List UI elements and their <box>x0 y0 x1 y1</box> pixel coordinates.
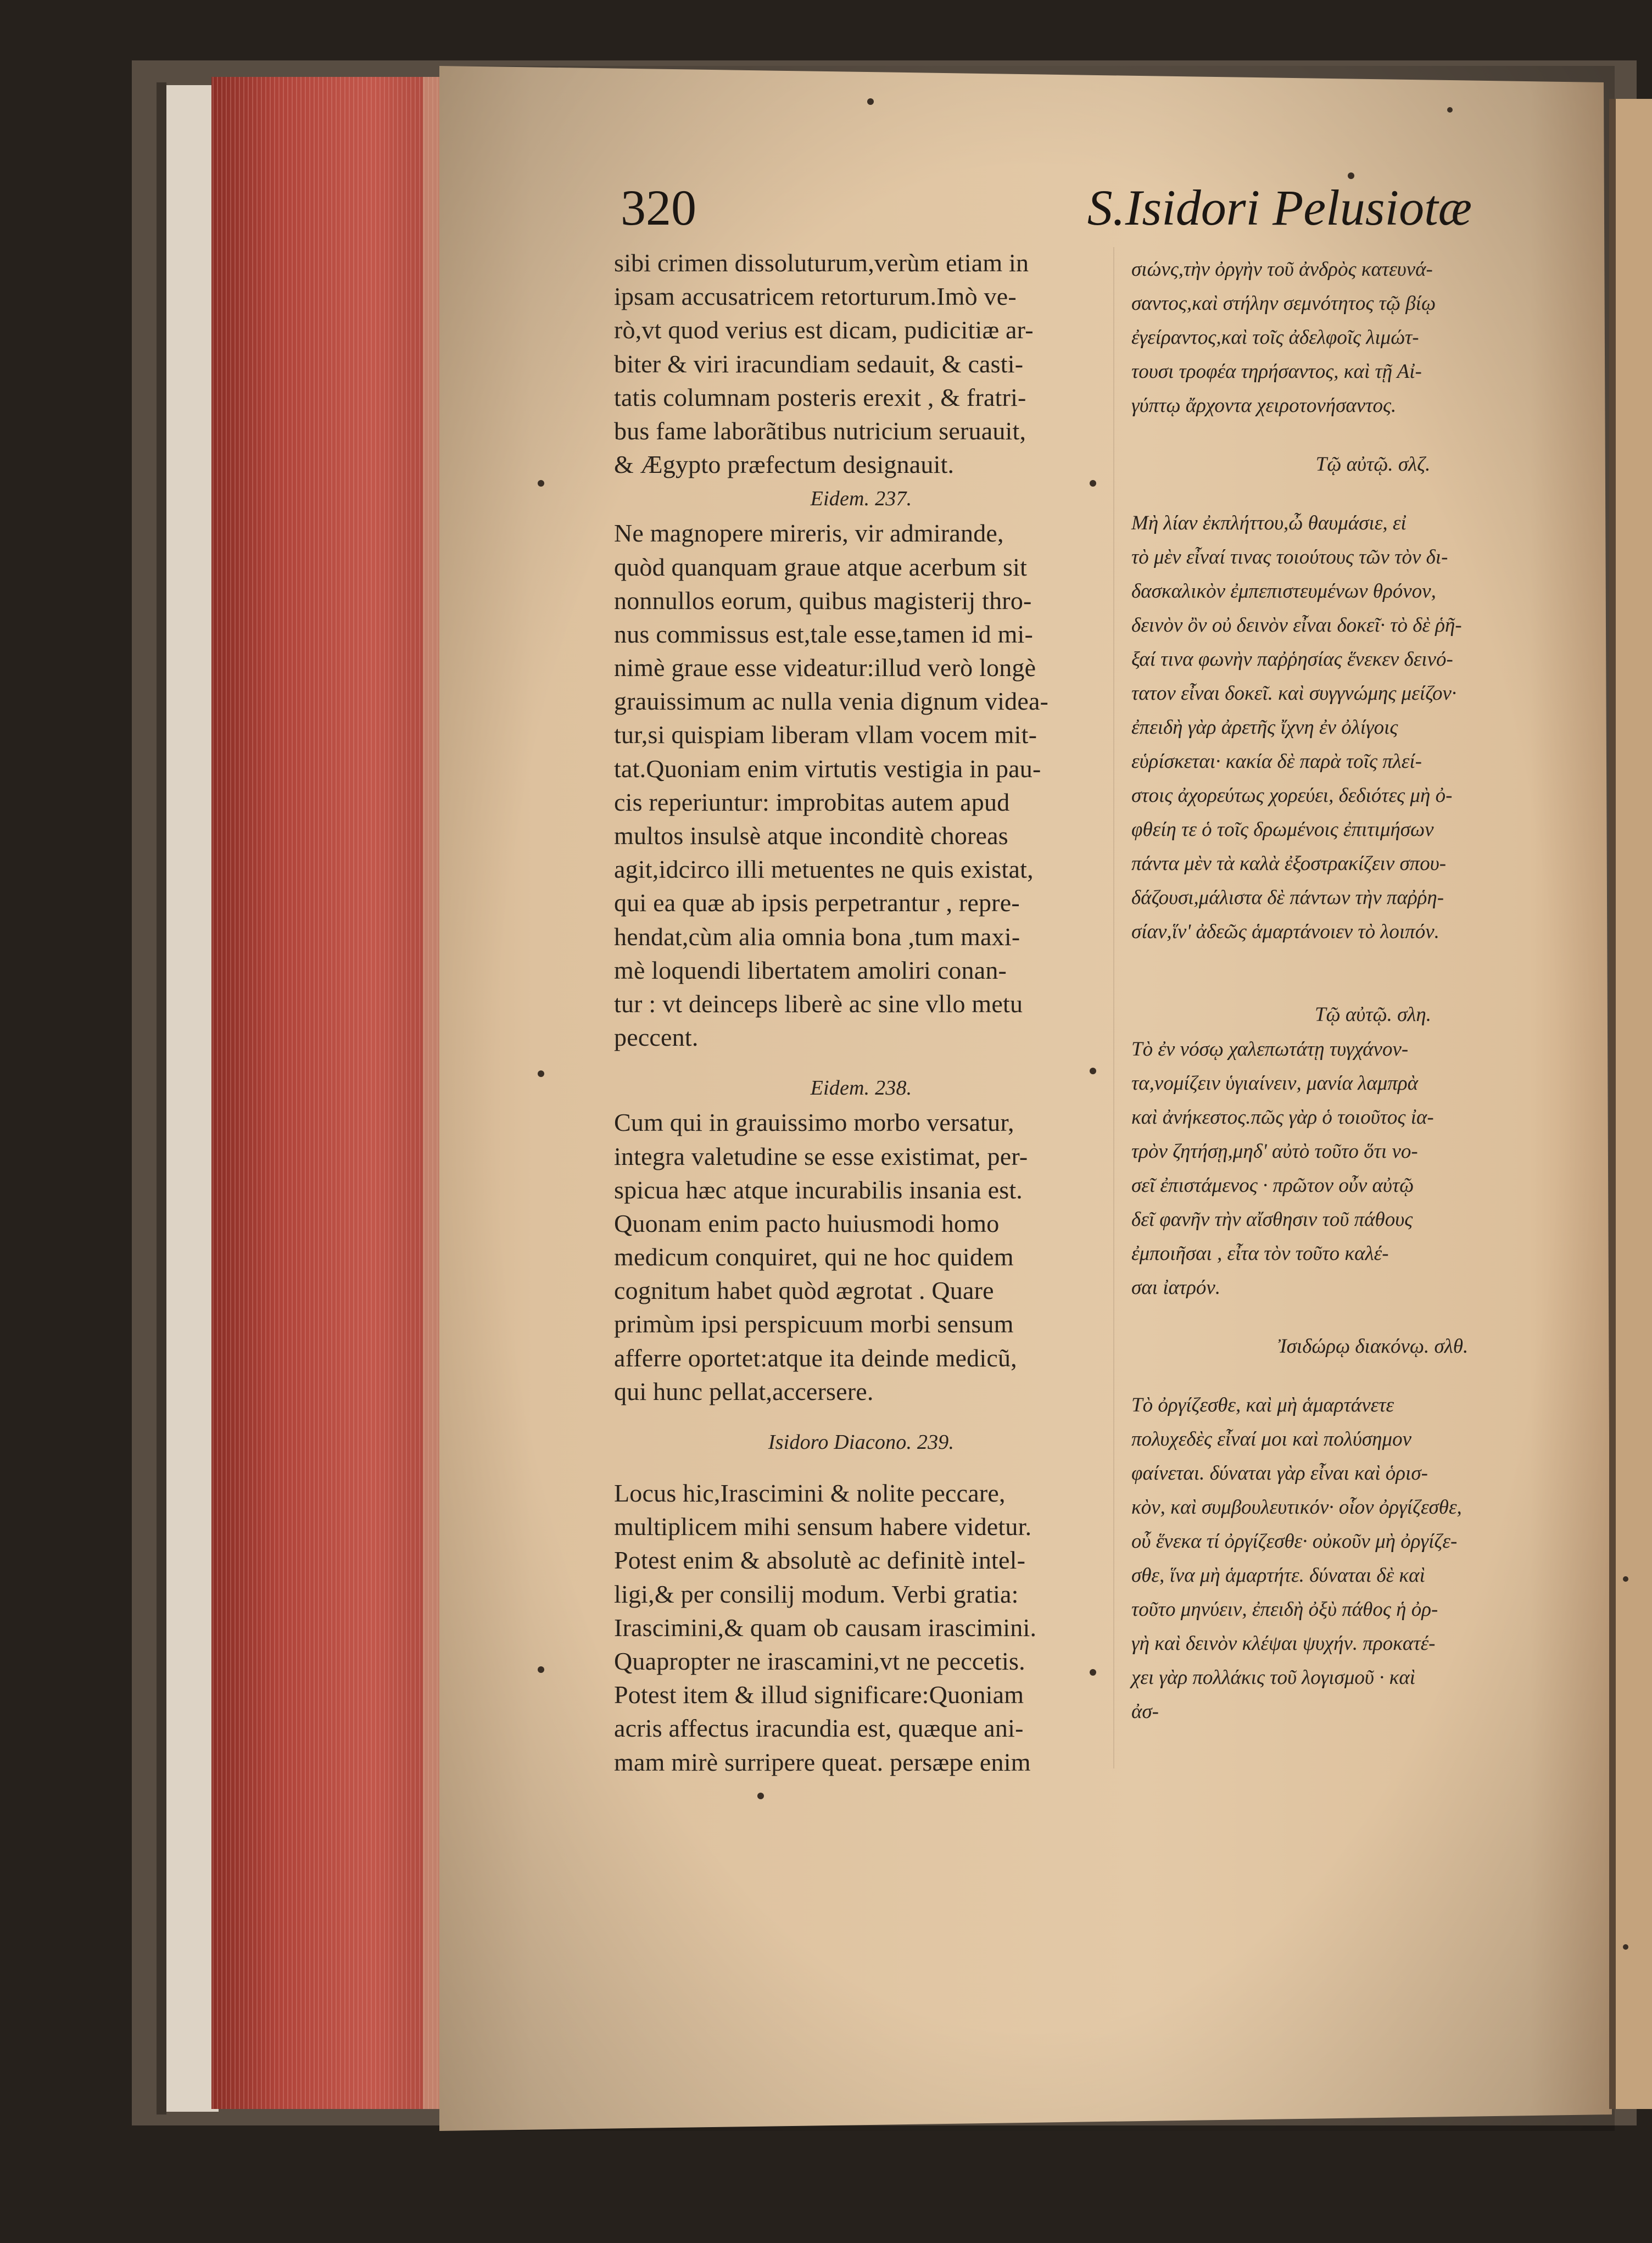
greek-text-line: δεινὸν ὂν οὐ δεινὸν εἶναι δοκεῖ· τὸ δὲ ῥῆ- <box>1131 614 1462 637</box>
greek-text-line: φθείη τε ὁ τοῖς δρωμένοις ἐπιτιμήσων <box>1131 818 1434 841</box>
latin-text-line: Cum qui in grauissimo morbo versatur, <box>614 1108 1014 1137</box>
greek-text-line: τουσι τροφέα τηρήσαντος, καὶ τῇ Αἰ- <box>1131 360 1422 383</box>
greek-text-line: σθε, ἵνα μὴ ἁμαρτήτε. δύναται δὲ καὶ <box>1131 1564 1425 1587</box>
latin-text-line: & Ægypto præfectum designauit. <box>614 450 955 479</box>
latin-spacer <box>614 1460 1108 1476</box>
running-title: S.Isidori Pelusiotæ <box>1087 180 1472 236</box>
latin-column <box>614 246 1108 1779</box>
greek-text-line: ξαί τινα φωνὴν παῤῥησίας ἕνεκεν δεινό- <box>1131 648 1453 671</box>
latin-letter-heading: Eidem. 237. <box>810 487 912 511</box>
greek-letter-heading: Τῷ αὐτῷ. σλζ. <box>1315 453 1431 476</box>
latin-text-line: ipsam accusatricem retorturum.Imò ve- <box>614 282 1017 311</box>
greek-text-line: οὗ ἕνεκα τί ὀργίζεσθε· οὐκοῦν μὴ ὀργίζε- <box>1131 1530 1458 1553</box>
greek-text-line: τατον εἶναι δοκεῖ. καὶ συγγνώμης μείζον· <box>1131 682 1457 705</box>
greek-text-line: ἐγείραντος,καὶ τοῖς ἀδελφοῖς λιμώτ- <box>1131 326 1419 349</box>
greek-letter-heading: Τῷ αὐτῷ. σλη. <box>1314 1003 1432 1026</box>
greek-text-line: σίαν,ἵν' ἀδεῶς ἁμαρτάνοιεν τὸ λοιπόν. <box>1131 920 1439 943</box>
latin-text-line: mam mirè surripere queat. persæpe enim <box>614 1748 1031 1776</box>
latin-text-line: qui hunc pellat,accersere. <box>614 1377 874 1405</box>
latin-text-line: nonnullos eorum, quibus magisterij thro- <box>614 586 1032 615</box>
greek-text-line: δασκαλικὸν ἐμπεπιστευμένων θρόνον, <box>1131 580 1436 602</box>
latin-letter-heading: Isidoro Diacono. 239. <box>768 1431 955 1454</box>
greek-text-line: τοῦτο μηνύειν, ἐπειδὴ ὀξὺ πάθος ἡ ὀρ- <box>1131 1598 1438 1621</box>
latin-text-line: integra valetudine se esse existimat, per- <box>614 1142 1028 1170</box>
latin-letter-heading: Eidem. 238. <box>810 1076 912 1100</box>
greek-text-line: Τὸ ἐν νόσῳ χαλεπωτάτῃ τυγχάνον- <box>1131 1038 1409 1061</box>
latin-text-line: sibi crimen dissoluturum,verùm etiam in <box>614 249 1029 277</box>
latin-text-line: Ne magnopere mireris, vir admirande, <box>614 519 1004 548</box>
greek-text-line: εὑρίσκεται· κακία δὲ παρὰ τοῖς πλεί- <box>1131 750 1422 773</box>
greek-text-line: γύπτῳ ἄρχοντα χειροτονήσαντος. <box>1131 394 1397 417</box>
page-number: 320 <box>621 180 696 236</box>
latin-text-line: rò,vt quod verius est dicam, pudicitiæ ar- <box>614 316 1034 344</box>
greek-spacer <box>1131 949 1615 973</box>
greek-text-line: καὶ ἀνήκεστος.πῶς γὰρ ὁ τοιοῦτος ἰα- <box>1131 1106 1434 1129</box>
latin-text-line: tat.Quoniam enim virtutis vestigia in pau- <box>614 754 1041 783</box>
greek-text-line: σαι ἰατρόν. <box>1131 1276 1221 1299</box>
latin-text-line: cis reperiuntur: improbitas autem apud <box>614 788 1010 816</box>
greek-text-line: τὸ μὲν εἶναί τινας τοιούτους τῶν τὸν δι- <box>1131 546 1448 568</box>
latin-text-line: biter & viri iracundiam sedauit, & casti- <box>614 349 1024 378</box>
greek-text-line: γὴ καὶ δεινὸν κλέψαι ψυχήν. προκατέ- <box>1131 1632 1436 1655</box>
greek-text-line: σεῖ ἐπιστάμενος · πρῶτον οὖν αὐτῷ <box>1131 1174 1414 1197</box>
latin-text-line: qui ea quæ ab ipsis perpetrantur , repre- <box>614 889 1020 917</box>
greek-spacer <box>1131 1305 1615 1329</box>
latin-text-line: hendat,cùm alia omnia bona ,tum maxi- <box>614 922 1020 951</box>
latin-text-line: Potest item & illud significare:Quoniam <box>614 1681 1024 1709</box>
endpaper <box>164 85 219 2112</box>
greek-letter-heading: Ἰσιδώρῳ διακόνῳ. σλθ. <box>1277 1335 1469 1358</box>
greek-text-line: ἐπειδὴ γὰρ ἀρετῆς ἴχνη ἐν ὀλίγοις <box>1131 716 1398 739</box>
greek-text-line: δεῖ φανῆν τὴν αἴσθησιν τοῦ πάθους <box>1131 1208 1413 1231</box>
latin-text-line: bus fame laborãtibus nutricium seruauit, <box>614 416 1026 445</box>
latin-text-line: multos insulsè atque inconditè choreas <box>614 822 1008 850</box>
greek-text-line: τα,νομίζειν ὑγιαίνειν, μανία λαμπρὰ <box>1131 1072 1419 1095</box>
latin-spacer <box>614 1408 1108 1425</box>
latin-text-line: Quapropter ne irascamini,vt ne peccetis. <box>614 1647 1025 1675</box>
greek-text-line: πάντα μὲν τὰ καλὰ ἐξοστρακίζειν σπου- <box>1131 852 1447 875</box>
greek-text-line: φαίνεται. δύναται γὰρ εἶναι καὶ ὁρισ- <box>1131 1462 1428 1485</box>
greek-text-line: σιώνς,τὴν ὀργὴν τοῦ ἀνδρὸς κατευνά- <box>1131 258 1433 281</box>
latin-text-line: nus commissus est,tale esse,tamen id mi- <box>614 620 1034 648</box>
greek-spacer <box>1131 482 1615 506</box>
latin-text-line: Irascimini,& quam ob causam irascimini. <box>614 1613 1037 1642</box>
latin-text-line: nimè graue esse videatur:illud verò longè <box>614 654 1036 682</box>
latin-text-line: tur,si quispiam liberam vllam vocem mit- <box>614 721 1037 749</box>
latin-text-line: spicua hæc atque incurabilis insania est. <box>614 1175 1023 1204</box>
latin-text-line: Potest enim & absolutè ac definitè intel- <box>614 1546 1026 1575</box>
greek-text-line: Τὸ ὀργίζεσθε, καὶ μὴ ἁμαρτάνετε <box>1131 1394 1394 1416</box>
greek-spacer <box>1131 1364 1615 1388</box>
running-head <box>621 175 1472 241</box>
latin-text-line: tur : vt deinceps liberè ac sine vllo metu <box>614 989 1023 1018</box>
greek-text-line: ἐμποιῆσαι , εἶτα τὸν τοῦτο καλέ- <box>1131 1242 1389 1265</box>
latin-text-line: multiplicem mihi sensum habere videtur. <box>614 1513 1032 1541</box>
latin-text-line: quòd quanquam graue atque acerbum sit <box>614 553 1028 581</box>
latin-text-line: tatis columnam posteris erexit , & fratri- <box>614 383 1026 411</box>
latin-text-line: acris affectus iracundia est, quæque ani- <box>614 1714 1024 1743</box>
latin-text-line: Quonam enim pacto huiusmodi homo <box>614 1209 1000 1237</box>
greek-text-line: στοις ἀχορεύτως χορεύει, δεδιότες μὴ ὀ- <box>1131 784 1453 807</box>
latin-text-line: primùm ipsi perspicuum morbi sensum <box>614 1310 1014 1338</box>
latin-text-line: Locus hic,Irascimini & nolite peccare, <box>614 1479 1006 1507</box>
greek-text-line: δάζουσι,μάλιστα δὲ πάντων τὴν παῤῥη- <box>1131 886 1444 909</box>
greek-text-line: κὸν, καὶ συμβουλευτικόν· οἷον ὀργίζεσθε, <box>1131 1496 1462 1519</box>
greek-text-line: ἀσ- <box>1131 1700 1159 1723</box>
latin-text-line: medicum conquiret, qui ne hoc quidem <box>614 1243 1014 1271</box>
latin-text-line: grauissimum ac nulla venia dignum videa- <box>614 687 1049 716</box>
latin-text-line: mè loquendi libertatem amoliri conan- <box>614 956 1007 984</box>
greek-text-line: τρὸν ζητήσῃ,μηδ' αὐτὸ τοῦτο ὅτι νο- <box>1131 1140 1418 1163</box>
latin-text-line: peccent. <box>614 1023 699 1052</box>
greek-column <box>1131 253 1615 1729</box>
latin-text-line: cognitum habet quòd ægrotat . Quare <box>614 1276 994 1305</box>
greek-spacer <box>1131 973 1615 997</box>
greek-spacer <box>1131 423 1615 447</box>
greek-text-line: Μὴ λίαν ἐκπλήττου,ὦ θαυμάσιε, εἰ <box>1131 512 1407 534</box>
latin-text-line: ligi,& per consilij modum. Verbi gratia: <box>614 1580 1019 1608</box>
greek-text-line: χει γὰρ πολλάκις τοῦ λογισμοῦ · καὶ <box>1131 1666 1416 1689</box>
greek-text-line: σαντος,καὶ στήλην σεμνότητος τῷ βίῳ <box>1131 292 1436 315</box>
latin-spacer <box>614 1054 1108 1070</box>
greek-text-line: πολυχεδὲς εἶναί μοι καὶ πολύσημον <box>1131 1428 1411 1450</box>
latin-text-line: afferre oportet:atque ita deinde medicũ, <box>614 1343 1017 1372</box>
latin-text-line: agit,idcirco illi metuentes ne quis existat, <box>614 855 1034 884</box>
